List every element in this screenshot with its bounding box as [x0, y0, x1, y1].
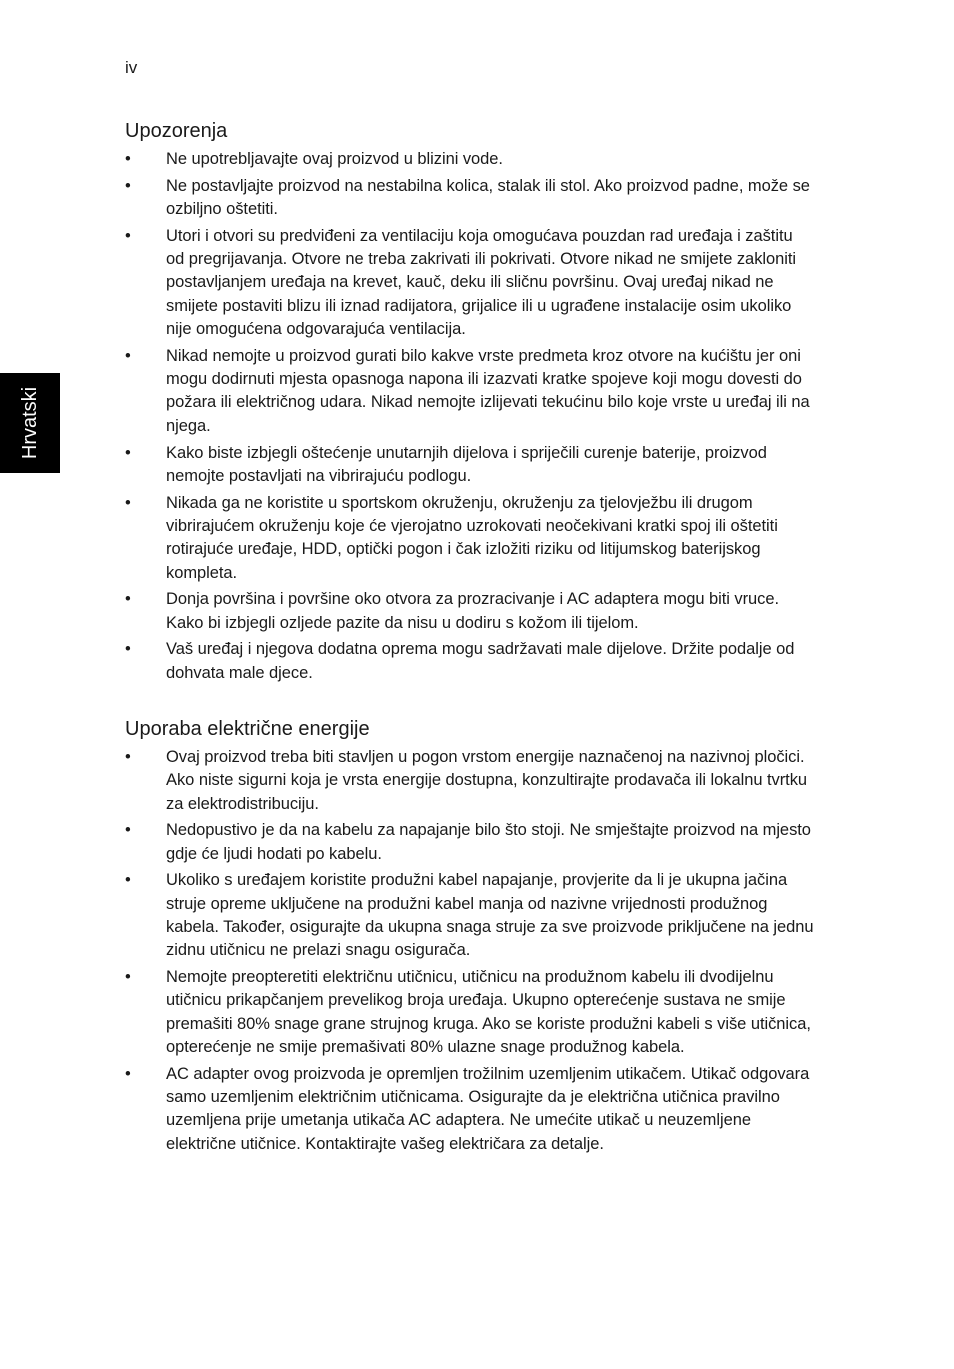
list-item-text: Nemojte preopteretiti električnu utičnicu, utičnicu na produžnom kabelu ili dvodijelnu utičnicu prikapčanjem prevelikog broja uređaja. Ukupno opterećenje sustava ne smije premašiti 80% snage grane strujnog kruga. Ako se koriste produžni kabeli s više utičnica, opterećenje ne smije premašivati 80% ulazne snage produžnog kabela. — [166, 968, 811, 1057]
list-item-text: Vaš uređaj i njegova dodatna oprema mogu sadržavati male dijelove. Držite podalje od dohvata male djece. — [166, 640, 795, 682]
bullet-icon: • — [125, 443, 131, 462]
warnings-list — [125, 148, 815, 685]
list-item — [125, 746, 815, 816]
list-item — [125, 638, 815, 685]
bullet-icon: • — [125, 493, 131, 512]
list-item — [125, 442, 815, 489]
bullet-icon: • — [125, 871, 131, 890]
warnings-section — [125, 119, 815, 689]
list-item — [125, 225, 815, 341]
electrical-power-section — [125, 717, 815, 1160]
bullet-icon: • — [125, 150, 131, 168]
list-item — [125, 1063, 815, 1156]
bullet-icon: • — [125, 821, 131, 840]
list-item — [125, 492, 815, 585]
list-item-text: Ukoliko s uređajem koristite produžni kabel napajanje, provjerite da li je ukupna jačina struje opreme uključene na produžni kabel manja od nazivne vrijednosti produžnog kabela. Također, osigurajte da ukupna snaga struje za sve proizvode priključene na jednu zidnu utičnicu ne prelazi snagu osigurača. — [166, 871, 814, 960]
list-item — [125, 148, 815, 171]
list-item — [125, 966, 815, 1059]
list-item-text: Kako biste izbjegli oštećenje unutarnjih dijelova i spriječili curenje baterije, proizvod nemojte postavljati na vibrirajuću podlogu. — [166, 443, 767, 485]
section-title-warnings: Upozorenja — [125, 120, 228, 142]
bullet-icon: • — [125, 346, 131, 365]
bullet-icon: • — [125, 748, 131, 766]
section-title-electrical-power: Uporaba električne energije — [125, 718, 370, 740]
language-side-tab — [0, 373, 60, 473]
bullet-icon: • — [125, 968, 131, 987]
list-item-text: Nikad nemojte u proizvod gurati bilo kakve vrste predmeta kroz otvore na kućištu jer oni mogu dodirnuti mjesta opasnoga napona ili izazvati kratke spojeve koji mogu dovesti do požara ili električnog udara. Nikad nemojte izlijevati tekućinu bilo koje vrste u uređaj ili na njega. — [166, 346, 810, 435]
electrical-power-list — [125, 746, 815, 1156]
list-item-text: AC adapter ovog proizvoda je opremljen trožilnim uzemljenim utikačem. Utikač odgovara samo uzemljenim električnim utičnicama. Osigurajte da je električna utičnica pravilno uzemljena prije umetanja utikača AC adaptera. Ne umećite utikač u neuzemljene električne utičnice. Kontaktirajte vašeg električara za detalje. — [166, 1064, 810, 1153]
list-item-text: Nikada ga ne koristite u sportskom okruženju, okruženju za tjelovježbu ili drugom vibrirajućem okruženju koje će vjerojatno uzrokovati neočekivani kratki spoj ili oštetiti rotirajuće uređaje, HDD, optički pogon i čak izložiti riziku od litijumskog baterijskog kompleta. — [166, 493, 778, 582]
list-item-text: Utori i otvori su predviđeni za ventilaciju koja omogućava pouzdan rad uređaja i zaštitu od pregrijavanja. Otvore ne treba zakrivati ili pokrivati. Otvore nikad ne smijete zakloniti postavljanjem uređaja na krevet, kauč, deku ili sličnu površinu. Ovaj uređaj nikad ne smijete postaviti blizu ili iznad radijatora, grijalice ili u ugrađene instalacije osim ukoliko nije omogućena odgovarajuća ventilacija. — [166, 226, 797, 339]
list-item — [125, 345, 815, 438]
list-item-text: Ne upotrebljavajte ovaj proizvod u blizini vode. — [166, 150, 503, 168]
list-item — [125, 175, 815, 222]
list-item-text: Ovaj proizvod treba biti stavljen u pogon vrstom energije naznačenoj na nazivnoj pločici. Ako niste sigurni koja je vrsta energije dostupna, konzultirajte prodavača ili lokalnu tvrtku za elektrodistribuciju. — [166, 748, 808, 813]
bullet-icon: • — [125, 640, 131, 659]
list-item-text: Ne postavljajte proizvod na nestabilna kolica, stalak ili stol. Ako proizvod padne, može se ozbiljno oštetiti. — [166, 176, 810, 219]
list-item — [125, 819, 815, 866]
list-item-text: Donja površina i površine oko otvora za prozracivanje i AC adaptera mogu biti vruce. Kako bi izbjegli ozljede pazite da nisu u dodiru s kožom ili tijelom. — [166, 590, 780, 632]
language-side-tab-label: Hrvatski — [19, 386, 41, 460]
list-item — [125, 869, 815, 962]
bullet-icon: • — [125, 226, 131, 245]
bullet-icon: • — [125, 1064, 131, 1083]
bullet-icon: • — [125, 590, 131, 609]
page-number: iv — [125, 58, 138, 77]
list-item — [125, 588, 815, 635]
bullet-icon: • — [125, 176, 131, 195]
list-item-text: Nedopustivo je da na kabelu za napajanje bilo što stoji. Ne smještajte proizvod na mjesto gdje će ljudi hodati po kabelu. — [166, 821, 811, 863]
